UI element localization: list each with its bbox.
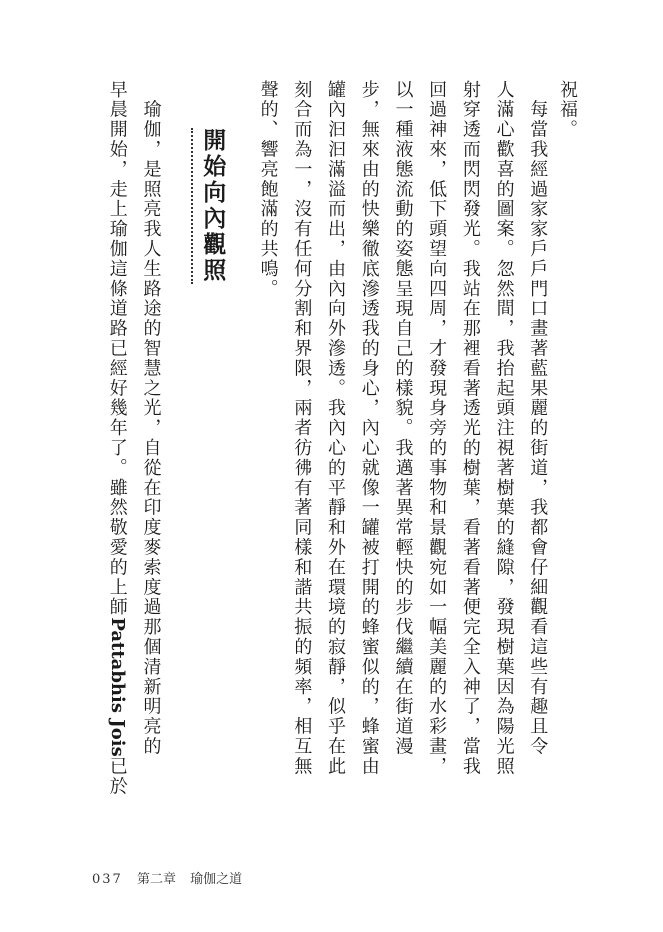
section-heading-wrapper [177, 80, 236, 740]
chapter-title: 瑜伽之道 [190, 872, 243, 887]
text-column: 聲的、響亮飽滿的共鳴。 [257, 80, 279, 299]
text-column: 射穿透而閃閃發光。我站在那裡看著透光的樹葉，看著看著便完全入神了，當我 [459, 80, 481, 777]
text-column: 以一種液態流動的姿態呈現自己的樣貌。我邁著異常輕快的步伐繼續在街道漫 [392, 80, 414, 757]
text-segment: 早晨開始，走上瑜伽這條道路已經好幾年了。雖然敬愛的上師 [106, 80, 128, 618]
section-heading: 開始向內觀照 [191, 128, 223, 284]
text-column: 罐內汩汩滿溢而出，由內向外滲透。我內心的平靜和外在環境的寂靜，似乎在此 [325, 80, 347, 777]
text-column: 刻合而為一，沒有任何分割和界限，兩者彷彿有著同樣和諧共振的頻率，相互無 [291, 80, 313, 777]
page-number: 037 [92, 872, 123, 887]
text-column: 每當我經過家家戶戶門口畫著藍果麗的街道，我都會仔細觀看這些有趣且令 [527, 80, 549, 757]
text-column: 回過神來，低下頭望向四周，才發現身旁的事物和景觀宛如一幅美麗的水彩畫， [426, 80, 448, 777]
text-column [92, 80, 128, 797]
page-footer [92, 868, 252, 887]
chapter-label: 第二章 [136, 872, 176, 887]
text-column: 瑜伽，是照亮我人生路途的智慧之光，自從在印度麥索度過那個清新明亮的 [140, 80, 162, 757]
vertical-text-block [92, 80, 578, 797]
text-column: 人滿心歡喜的圖案。忽然間，我抬起頭注視著樹葉的縫隙，發現樹葉因為陽光照 [493, 80, 515, 777]
text-column: 祝福。 [557, 80, 578, 140]
text-column: 步，無來由的快樂徹底滲透我的身心，內心就像一罐被打開的蜂蜜似的，蜂蜜由 [358, 80, 380, 777]
teacher-name: Pattabhis Jois [106, 617, 128, 757]
text-segment: 已於 [106, 756, 128, 797]
